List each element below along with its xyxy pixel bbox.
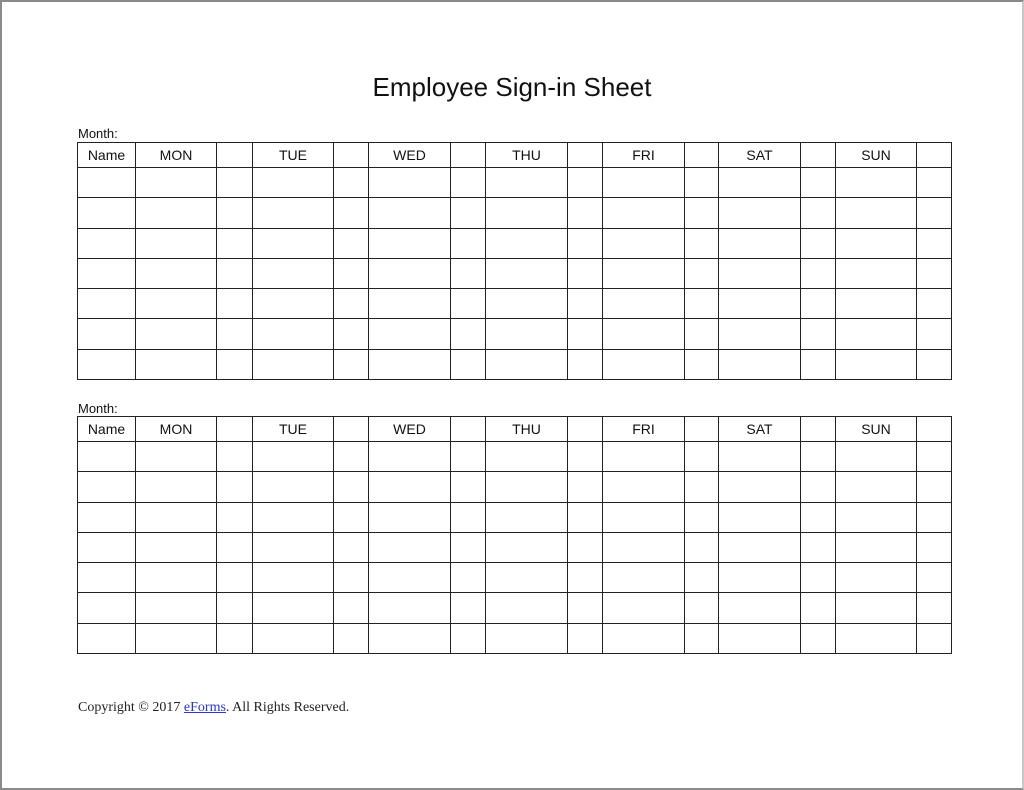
sign-cell[interactable]	[801, 472, 836, 502]
copyright-prefix: Copyright © 2017	[78, 700, 184, 715]
sign-cell[interactable]	[217, 623, 253, 653]
sign-cell[interactable]	[369, 623, 451, 653]
sign-cell[interactable]	[253, 623, 334, 653]
sign-cell[interactable]	[136, 563, 217, 593]
sign-cell[interactable]	[369, 442, 451, 472]
name-cell[interactable]	[78, 442, 136, 472]
sign-cell[interactable]	[217, 319, 253, 349]
sign-cell[interactable]	[253, 532, 334, 562]
sign-cell[interactable]	[568, 198, 603, 228]
sign-cell[interactable]	[719, 198, 801, 228]
sign-cell[interactable]	[451, 349, 486, 379]
name-cell[interactable]	[78, 349, 136, 379]
sign-cell[interactable]	[136, 623, 217, 653]
sign-cell[interactable]	[486, 563, 568, 593]
sign-cell[interactable]	[217, 289, 253, 319]
sign-cell[interactable]	[603, 623, 685, 653]
table-row	[78, 258, 952, 288]
sign-cell[interactable]	[486, 349, 568, 379]
sign-cell[interactable]	[568, 532, 603, 562]
sign-cell[interactable]	[603, 319, 685, 349]
table-row	[78, 349, 952, 379]
sign-cell[interactable]	[801, 319, 836, 349]
sign-cell[interactable]	[334, 349, 369, 379]
sign-cell[interactable]	[836, 532, 917, 562]
sign-cell[interactable]	[568, 319, 603, 349]
sign-cell[interactable]	[486, 228, 568, 258]
header-blank	[685, 143, 719, 168]
table-row	[78, 289, 952, 319]
sign-cell[interactable]	[369, 593, 451, 623]
sign-cell[interactable]	[486, 258, 568, 288]
sign-cell[interactable]	[217, 532, 253, 562]
sign-cell[interactable]	[568, 623, 603, 653]
sign-cell[interactable]	[217, 593, 253, 623]
name-cell[interactable]	[78, 502, 136, 532]
sign-cell[interactable]	[217, 502, 253, 532]
sign-cell[interactable]	[253, 228, 334, 258]
header-blank	[451, 143, 486, 168]
sign-cell[interactable]	[836, 319, 917, 349]
sign-cell[interactable]	[486, 168, 568, 198]
sign-cell[interactable]	[369, 168, 451, 198]
sign-cell[interactable]	[603, 289, 685, 319]
sign-cell[interactable]	[917, 198, 952, 228]
sign-cell[interactable]	[917, 289, 952, 319]
sign-cell[interactable]	[334, 198, 369, 228]
sign-cell[interactable]	[917, 532, 952, 562]
sign-cell[interactable]	[603, 532, 685, 562]
sign-cell[interactable]	[217, 258, 253, 288]
sign-cell[interactable]	[603, 563, 685, 593]
name-cell[interactable]	[78, 593, 136, 623]
header-name: Name	[78, 417, 136, 442]
sign-cell[interactable]	[836, 349, 917, 379]
sign-cell[interactable]	[253, 258, 334, 288]
header-tue: TUE	[253, 417, 334, 442]
sign-cell[interactable]	[486, 198, 568, 228]
sign-cell[interactable]	[719, 258, 801, 288]
sign-cell[interactable]	[253, 593, 334, 623]
name-cell[interactable]	[78, 289, 136, 319]
sign-cell[interactable]	[451, 228, 486, 258]
sign-cell[interactable]	[369, 258, 451, 288]
sign-cell[interactable]	[136, 319, 217, 349]
sign-cell[interactable]	[369, 563, 451, 593]
sign-cell[interactable]	[603, 442, 685, 472]
sign-cell[interactable]	[801, 532, 836, 562]
sign-cell[interactable]	[719, 228, 801, 258]
sign-cell[interactable]	[568, 563, 603, 593]
sign-cell[interactable]	[801, 563, 836, 593]
header-blank	[217, 143, 253, 168]
sign-cell[interactable]	[917, 349, 952, 379]
sign-cell[interactable]	[334, 168, 369, 198]
sign-cell[interactable]	[136, 198, 217, 228]
sign-cell[interactable]	[334, 502, 369, 532]
sign-cell[interactable]	[136, 442, 217, 472]
sign-cell[interactable]	[217, 228, 253, 258]
sign-cell[interactable]	[836, 168, 917, 198]
header-mon: MON	[136, 143, 217, 168]
sign-cell[interactable]	[836, 442, 917, 472]
name-cell[interactable]	[78, 319, 136, 349]
sign-cell[interactable]	[685, 258, 719, 288]
sign-cell[interactable]	[836, 593, 917, 623]
sign-cell[interactable]	[217, 563, 253, 593]
table-row	[78, 532, 952, 562]
sign-cell[interactable]	[836, 623, 917, 653]
header-blank	[685, 417, 719, 442]
copyright-footer	[78, 700, 349, 716]
sign-cell[interactable]	[451, 168, 486, 198]
sign-cell[interactable]	[568, 349, 603, 379]
sign-cell[interactable]	[253, 198, 334, 228]
header-mon: MON	[136, 417, 217, 442]
table-row	[78, 563, 952, 593]
sign-cell[interactable]	[917, 502, 952, 532]
table-row	[78, 228, 952, 258]
table-row	[78, 198, 952, 228]
sign-cell[interactable]	[451, 198, 486, 228]
sign-cell[interactable]	[451, 593, 486, 623]
header-blank	[451, 417, 486, 442]
sign-cell[interactable]	[801, 228, 836, 258]
header-sat: SAT	[719, 143, 801, 168]
sign-cell[interactable]	[217, 472, 253, 502]
sign-cell[interactable]	[603, 168, 685, 198]
sign-cell[interactable]	[568, 502, 603, 532]
sign-cell[interactable]	[451, 563, 486, 593]
sign-cell[interactable]	[486, 502, 568, 532]
sign-cell[interactable]	[486, 289, 568, 319]
sign-cell[interactable]	[136, 258, 217, 288]
sign-cell[interactable]	[451, 623, 486, 653]
sign-cell[interactable]	[451, 289, 486, 319]
sign-cell[interactable]	[334, 472, 369, 502]
table-row	[78, 502, 952, 532]
month-label-2: Month:	[78, 401, 118, 416]
sign-cell[interactable]	[719, 442, 801, 472]
sign-cell[interactable]	[801, 593, 836, 623]
sign-cell[interactable]	[836, 258, 917, 288]
sign-cell[interactable]	[719, 532, 801, 562]
sign-cell[interactable]	[685, 442, 719, 472]
sign-cell[interactable]	[801, 623, 836, 653]
eforms-link[interactable]: eForms	[183, 700, 226, 715]
sign-cell[interactable]	[801, 349, 836, 379]
sign-cell[interactable]	[136, 228, 217, 258]
table-row	[78, 442, 952, 472]
sign-cell[interactable]	[334, 532, 369, 562]
sign-cell[interactable]	[685, 502, 719, 532]
sign-cell[interactable]	[334, 442, 369, 472]
sign-cell[interactable]	[917, 258, 952, 288]
sign-cell[interactable]	[369, 198, 451, 228]
table-row	[78, 319, 952, 349]
sign-cell[interactable]	[719, 623, 801, 653]
header-blank	[801, 417, 836, 442]
sign-cell[interactable]	[369, 289, 451, 319]
sign-cell[interactable]	[334, 623, 369, 653]
sign-cell[interactable]	[917, 228, 952, 258]
sign-cell[interactable]	[486, 623, 568, 653]
header-row	[78, 143, 952, 168]
header-wed: WED	[369, 417, 451, 442]
page-title: Employee Sign-in Sheet	[372, 72, 652, 102]
sign-cell[interactable]	[253, 563, 334, 593]
sign-cell[interactable]	[801, 442, 836, 472]
sign-cell[interactable]	[801, 198, 836, 228]
sign-cell[interactable]	[836, 228, 917, 258]
sign-cell[interactable]	[217, 198, 253, 228]
sign-cell[interactable]	[486, 472, 568, 502]
sign-cell[interactable]	[685, 593, 719, 623]
sign-cell[interactable]	[334, 593, 369, 623]
sign-cell[interactable]	[253, 472, 334, 502]
sign-cell[interactable]	[685, 198, 719, 228]
sign-cell[interactable]	[253, 442, 334, 472]
sign-cell[interactable]	[836, 289, 917, 319]
header-sat: SAT	[719, 417, 801, 442]
sign-cell[interactable]	[685, 228, 719, 258]
name-cell[interactable]	[78, 623, 136, 653]
sign-cell[interactable]	[451, 442, 486, 472]
sign-cell[interactable]	[836, 198, 917, 228]
sign-cell[interactable]	[217, 168, 253, 198]
name-cell[interactable]	[78, 168, 136, 198]
sign-cell[interactable]	[369, 472, 451, 502]
sign-cell[interactable]	[451, 319, 486, 349]
sign-cell[interactable]	[253, 502, 334, 532]
sign-cell[interactable]	[719, 502, 801, 532]
header-sun: SUN	[836, 143, 917, 168]
sign-cell[interactable]	[334, 228, 369, 258]
name-cell[interactable]	[78, 532, 136, 562]
sign-cell[interactable]	[917, 593, 952, 623]
table-row	[78, 168, 952, 198]
copyright-suffix: . All Rights Reserved.	[225, 700, 350, 715]
sign-cell[interactable]	[685, 563, 719, 593]
sign-cell[interactable]	[568, 258, 603, 288]
name-cell[interactable]	[78, 563, 136, 593]
table-row	[78, 593, 952, 623]
name-cell[interactable]	[78, 198, 136, 228]
header-tue: TUE	[253, 143, 334, 168]
sign-cell[interactable]	[603, 502, 685, 532]
month-label-1: Month:	[78, 126, 118, 141]
header-blank	[568, 417, 603, 442]
sign-cell[interactable]	[603, 228, 685, 258]
sign-cell[interactable]	[719, 472, 801, 502]
sign-cell[interactable]	[369, 319, 451, 349]
header-name: Name	[78, 143, 136, 168]
sign-cell[interactable]	[486, 532, 568, 562]
sign-cell[interactable]	[568, 442, 603, 472]
header-blank	[917, 417, 952, 442]
sign-cell[interactable]	[334, 258, 369, 288]
header-blank	[801, 143, 836, 168]
sign-cell[interactable]	[917, 168, 952, 198]
sign-cell[interactable]	[136, 168, 217, 198]
sign-cell[interactable]	[568, 593, 603, 623]
sign-cell[interactable]	[451, 502, 486, 532]
sign-in-table-2	[77, 416, 952, 654]
header-blank	[334, 417, 369, 442]
sign-cell[interactable]	[917, 442, 952, 472]
sign-cell[interactable]	[136, 593, 217, 623]
sign-cell[interactable]	[451, 258, 486, 288]
sign-cell[interactable]	[568, 472, 603, 502]
sign-cell[interactable]	[486, 593, 568, 623]
table-row	[78, 623, 952, 653]
sign-cell[interactable]	[451, 532, 486, 562]
sign-cell[interactable]	[486, 319, 568, 349]
sign-cell[interactable]	[136, 472, 217, 502]
sign-cell[interactable]	[719, 289, 801, 319]
sign-cell[interactable]	[917, 472, 952, 502]
sign-cell[interactable]	[568, 228, 603, 258]
sign-cell[interactable]	[136, 349, 217, 379]
sign-cell[interactable]	[719, 563, 801, 593]
sign-cell[interactable]	[334, 289, 369, 319]
sign-cell[interactable]	[253, 349, 334, 379]
sign-cell[interactable]	[685, 532, 719, 562]
sign-cell[interactable]	[136, 532, 217, 562]
sign-cell[interactable]	[568, 168, 603, 198]
header-fri: FRI	[603, 143, 685, 168]
sign-cell[interactable]	[685, 168, 719, 198]
sign-cell[interactable]	[685, 289, 719, 319]
sign-cell[interactable]	[486, 442, 568, 472]
sign-cell[interactable]	[917, 623, 952, 653]
header-row	[78, 417, 952, 442]
sign-cell[interactable]	[136, 289, 217, 319]
sign-cell[interactable]	[136, 502, 217, 532]
sign-cell[interactable]	[334, 319, 369, 349]
header-blank	[917, 143, 952, 168]
sign-cell[interactable]	[603, 593, 685, 623]
sign-cell[interactable]	[603, 258, 685, 288]
sign-cell[interactable]	[685, 623, 719, 653]
sign-cell[interactable]	[719, 593, 801, 623]
sign-cell[interactable]	[253, 289, 334, 319]
sign-cell[interactable]	[568, 289, 603, 319]
sign-cell[interactable]	[685, 472, 719, 502]
sign-cell[interactable]	[719, 319, 801, 349]
name-cell[interactable]	[78, 228, 136, 258]
sign-cell[interactable]	[603, 472, 685, 502]
header-blank	[568, 143, 603, 168]
header-thu: THU	[486, 417, 568, 442]
header-blank	[217, 417, 253, 442]
sign-cell[interactable]	[369, 532, 451, 562]
sign-cell[interactable]	[917, 563, 952, 593]
sign-cell[interactable]	[334, 563, 369, 593]
sign-cell[interactable]	[719, 349, 801, 379]
sign-cell[interactable]	[369, 228, 451, 258]
sign-cell[interactable]	[685, 319, 719, 349]
sign-cell[interactable]	[369, 349, 451, 379]
sign-cell[interactable]	[685, 349, 719, 379]
name-cell[interactable]	[78, 472, 136, 502]
header-wed: WED	[369, 143, 451, 168]
sign-cell[interactable]	[369, 502, 451, 532]
sign-cell[interactable]	[603, 349, 685, 379]
header-fri: FRI	[603, 417, 685, 442]
header-sun: SUN	[836, 417, 917, 442]
sign-cell[interactable]	[801, 502, 836, 532]
sign-cell[interactable]	[836, 502, 917, 532]
sign-cell[interactable]	[801, 168, 836, 198]
sign-cell[interactable]	[836, 563, 917, 593]
sign-cell[interactable]	[603, 198, 685, 228]
sign-cell[interactable]	[217, 442, 253, 472]
header-blank	[334, 143, 369, 168]
sign-in-table-1	[77, 142, 952, 380]
header-thu: THU	[486, 143, 568, 168]
sign-cell[interactable]	[253, 168, 334, 198]
sign-cell[interactable]	[836, 472, 917, 502]
table-row	[78, 472, 952, 502]
sign-cell[interactable]	[719, 168, 801, 198]
sign-cell[interactable]	[801, 289, 836, 319]
sign-cell[interactable]	[217, 349, 253, 379]
sign-cell[interactable]	[801, 258, 836, 288]
sign-cell[interactable]	[451, 472, 486, 502]
sign-cell[interactable]	[917, 319, 952, 349]
name-cell[interactable]	[78, 258, 136, 288]
sign-cell[interactable]	[253, 319, 334, 349]
